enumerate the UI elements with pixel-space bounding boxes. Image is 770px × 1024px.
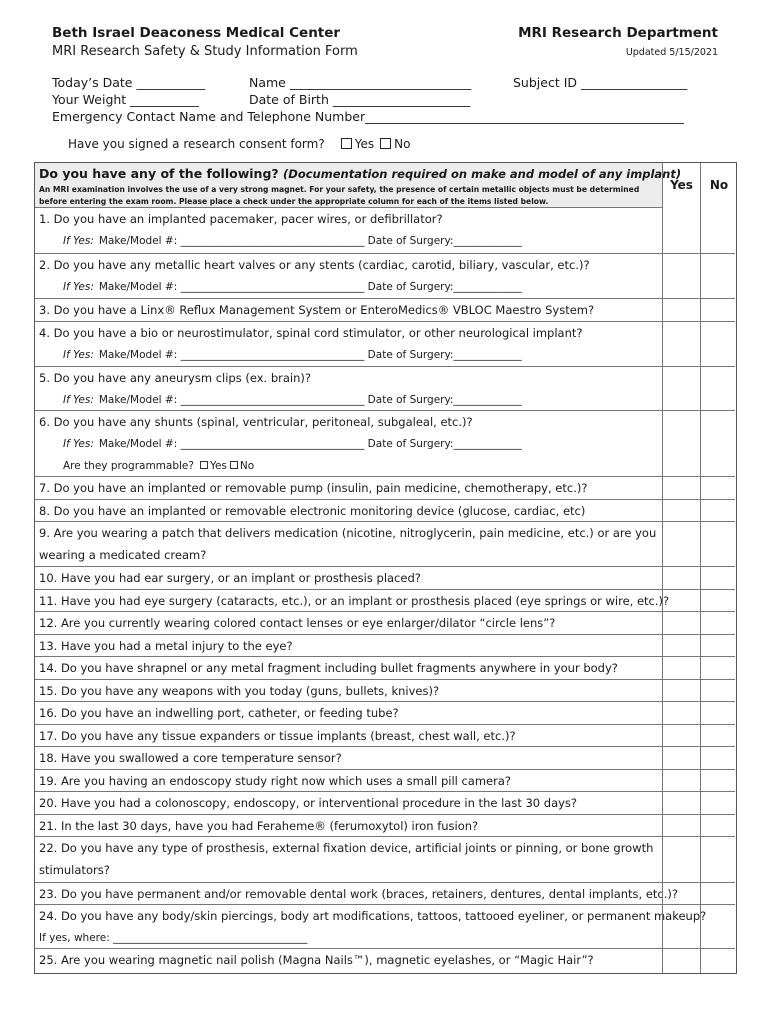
table-instructions: An MRI examination involves the use of a very strong magnet. For your safety, the presence of certain metallic objects must be determined before entering the exam room. Please place a check under the appropriate column for each of the items listed below. (39, 185, 640, 206)
question-text: 21. In the last 30 days, have you had Feraheme® (ferumoxytol) iron fusion? (39, 819, 479, 833)
if-yes-label: If Yes: (63, 235, 94, 247)
question-text-continued: wearing a medicated cream? (39, 548, 207, 562)
yes-column-header: Yes (662, 163, 700, 208)
no-column-header: No (700, 163, 737, 208)
consent-label: Have you signed a research consent form? (68, 137, 325, 151)
yes-check-cell[interactable] (662, 949, 700, 973)
make-model-line[interactable] (63, 436, 522, 452)
question-row-5 (35, 367, 735, 411)
question-text: 14. Do you have shrapnel or any metal fragment including bullet fragments anywhere in your body? (39, 661, 618, 675)
question-text-continued: stimulators? (39, 863, 110, 877)
question-text: 5. Do you have any aneurysm clips (ex. brain)? (39, 371, 311, 385)
question-text: 17. Do you have any tissue expanders or tissue implants (breast, chest wall, etc.)? (39, 729, 516, 743)
question-row-19 (35, 770, 735, 792)
yes-check-cell[interactable] (662, 254, 700, 298)
todays-date-field[interactable]: Today’s Date ___________ (52, 75, 206, 90)
no-check-cell[interactable] (700, 680, 735, 701)
programmable-line (63, 458, 254, 474)
question-row-16 (35, 702, 735, 725)
question-text: 12. Are you currently wearing colored contact lenses or eye enlarger/dilator “circle lens”? (39, 616, 556, 630)
question-text: 18. Have you swallowed a core temperature sensor? (39, 751, 342, 765)
yes-check-cell[interactable] (662, 522, 700, 566)
make-model-field[interactable]: Make/Model #: ___________________________________ Date of Surgery:_____________ (98, 281, 522, 293)
yes-check-cell[interactable] (662, 792, 700, 814)
yes-check-cell[interactable] (662, 883, 700, 904)
consent-question (68, 137, 410, 151)
make-model-line[interactable] (63, 233, 522, 249)
organization-name: Beth Israel Deaconess Medical Center (52, 25, 341, 41)
header-right (518, 25, 718, 58)
updated-date: Updated 5/15/2021 (625, 47, 718, 58)
make-model-field[interactable]: Make/Model #: ___________________________________ Date of Surgery:_____________ (98, 235, 522, 247)
question-row-1 (35, 208, 735, 254)
table-title (39, 166, 681, 181)
no-check-cell[interactable] (700, 747, 735, 769)
no-check-cell[interactable] (700, 411, 735, 476)
screening-table (34, 162, 737, 974)
no-check-cell[interactable] (700, 299, 735, 321)
question-text: 7. Do you have an implanted or removable pump (insulin, pain medicine, chemotherapy, etc.)? (39, 481, 588, 495)
form-title: MRI Research Safety & Study Information Form (52, 44, 358, 59)
no-check-cell[interactable] (700, 367, 735, 410)
question-text: 13. Have you had a metal injury to the eye? (39, 639, 293, 653)
no-check-cell[interactable] (700, 500, 735, 521)
question-row-9 (35, 522, 735, 567)
make-model-line[interactable] (63, 347, 522, 363)
make-model-field[interactable]: Make/Model #: ___________________________________ Date of Surgery:_____________ (98, 438, 522, 450)
no-check-cell[interactable] (700, 590, 735, 611)
programmable-label: Are they programmable? (63, 460, 194, 472)
question-row-22 (35, 837, 735, 883)
question-text: 24. Do you have any body/skin piercings, body art modifications, tattoos, tattooed eyeliner, or permanent makeup? (39, 909, 707, 923)
question-text: 9. Are you wearing a patch that delivers medication (nicotine, nitroglycerin, pain medicine, etc.) or are you (39, 526, 657, 540)
question-text: 8. Do you have an implanted or removable electronic monitoring device (glucose, cardiac, etc) (39, 504, 586, 518)
no-check-cell[interactable] (700, 815, 735, 836)
emergency-contact-field[interactable]: Emergency Contact Name and Telephone Number___________________________________________________ (52, 109, 684, 124)
no-check-cell[interactable] (700, 905, 735, 948)
if-yes-where-field[interactable]: If yes, where: _____________________________________ (39, 932, 308, 944)
if-yes-label: If Yes: (63, 394, 94, 406)
programmable-yes-checkbox[interactable] (200, 461, 208, 469)
programmable-no-checkbox[interactable] (230, 461, 238, 469)
yes-check-cell[interactable] (662, 770, 700, 791)
dob-field[interactable]: Date of Birth ______________________ (249, 92, 471, 107)
question-row-12 (35, 612, 735, 635)
if-yes-label: If Yes: (63, 281, 94, 293)
yes-check-cell[interactable] (662, 702, 700, 724)
yes-check-cell[interactable] (662, 567, 700, 589)
question-text: 19. Are you having an endoscopy study right now which uses a small pill camera? (39, 774, 512, 788)
weight-field[interactable]: Your Weight ___________ (52, 92, 199, 107)
no-check-cell[interactable] (700, 949, 735, 973)
question-row-18 (35, 747, 735, 770)
question-text: 25. Are you wearing magnetic nail polish (Magna Nails™), magnetic eyelashes, or “Magic Hair”? (39, 953, 594, 967)
yes-check-cell[interactable] (662, 477, 700, 499)
question-row-14 (35, 657, 735, 680)
make-model-field[interactable]: Make/Model #: ___________________________________ Date of Surgery:_____________ (98, 394, 522, 406)
department-name: MRI Research Department (518, 25, 718, 41)
question-text: 4. Do you have a bio or neurostimulator, spinal cord stimulator, or other neurological implant? (39, 326, 583, 340)
yes-check-cell[interactable] (662, 725, 700, 746)
question-row-8 (35, 500, 735, 522)
question-row-17 (35, 725, 735, 747)
question-row-11 (35, 590, 735, 612)
if-yes-label: If Yes: (63, 438, 94, 450)
question-row-13 (35, 635, 735, 657)
question-row-15 (35, 680, 735, 702)
question-text: 23. Do you have permanent and/or removable dental work (braces, retainers, dentures, dental implants, etc.)? (39, 887, 679, 901)
consent-yes-label: Yes (354, 137, 375, 151)
yes-check-cell[interactable] (662, 657, 700, 679)
subject-id-field[interactable]: Subject ID _________________ (513, 75, 688, 90)
question-text: 11. Have you had eye surgery (cataracts, etc.), or an implant or prosthesis placed (eye springs or wire, etc.)? (39, 594, 670, 608)
no-check-cell[interactable] (700, 770, 735, 791)
question-text: 10. Have you had ear surgery, or an implant or prosthesis placed? (39, 571, 421, 585)
yes-check-cell[interactable] (662, 635, 700, 656)
no-check-cell[interactable] (700, 792, 735, 814)
yes-check-cell[interactable] (662, 500, 700, 521)
question-row-24 (35, 905, 735, 949)
no-check-cell[interactable] (700, 208, 735, 253)
question-text: 15. Do you have any weapons with you today (guns, bullets, knives)? (39, 684, 440, 698)
table-title-note: (Documentation required on make and model of any implant) (283, 167, 682, 181)
programmable-yes-label: Yes (209, 460, 227, 472)
no-check-cell[interactable] (700, 702, 735, 724)
programmable-no-label: No (239, 460, 255, 472)
yes-check-cell[interactable] (662, 590, 700, 611)
yes-check-cell[interactable] (662, 208, 700, 253)
no-check-cell[interactable] (700, 254, 735, 298)
question-text: 16. Do you have an indwelling port, catheter, or feeding tube? (39, 706, 399, 720)
yes-check-cell[interactable] (662, 905, 700, 948)
question-row-2 (35, 254, 735, 299)
yes-check-cell[interactable] (662, 612, 700, 634)
no-check-cell[interactable] (700, 635, 735, 656)
yes-check-cell[interactable] (662, 411, 700, 476)
no-check-cell[interactable] (700, 322, 735, 366)
question-row-3 (35, 299, 735, 322)
question-row-21 (35, 815, 735, 837)
question-row-20 (35, 792, 735, 815)
no-check-cell[interactable] (700, 725, 735, 746)
question-text: 22. Do you have any type of prosthesis, external fixation device, artificial joints or pinning, or bone growth (39, 841, 654, 855)
yes-check-cell[interactable] (662, 680, 700, 701)
name-field[interactable]: Name _____________________________ (249, 75, 472, 90)
question-text: 3. Do you have a Linx® Reflux Management System or EnteroMedics® VBLOC Maestro System? (39, 303, 595, 317)
yes-check-cell[interactable] (662, 367, 700, 410)
no-check-cell[interactable] (700, 567, 735, 589)
no-check-cell[interactable] (700, 837, 735, 882)
no-check-cell[interactable] (700, 477, 735, 499)
no-check-cell[interactable] (700, 522, 735, 566)
yes-check-cell[interactable] (662, 837, 700, 882)
question-text: 2. Do you have any metallic heart valves or any stents (cardiac, carotid, biliary, vascular, etc.)? (39, 258, 590, 272)
question-row-23 (35, 883, 735, 905)
question-text: 1. Do you have an implanted pacemaker, pacer wires, or defibrillator? (39, 212, 443, 226)
no-check-cell[interactable] (700, 657, 735, 679)
question-row-25 (35, 949, 735, 973)
yes-check-cell[interactable] (662, 815, 700, 836)
consent-no-label: No (394, 137, 411, 151)
yes-check-cell[interactable] (662, 299, 700, 321)
question-text: 20. Have you had a colonoscopy, endoscopy, or interventional procedure in the last 30 days? (39, 796, 578, 810)
yes-check-cell[interactable] (662, 322, 700, 366)
header-left (52, 25, 358, 60)
patient-fields (52, 74, 712, 125)
consent-yes-checkbox[interactable] (341, 138, 352, 149)
question-row-10 (35, 567, 735, 590)
question-text: 6. Do you have any shunts (spinal, ventricular, peritoneal, subgaleal, etc.)? (39, 415, 473, 429)
question-row-6 (35, 411, 735, 477)
yes-check-cell[interactable] (662, 747, 700, 769)
if-yes-label: If Yes: (63, 349, 94, 361)
no-check-cell[interactable] (700, 612, 735, 634)
make-model-line[interactable] (63, 392, 522, 408)
consent-no-checkbox[interactable] (380, 138, 391, 149)
make-model-field[interactable]: Make/Model #: ___________________________________ Date of Surgery:_____________ (98, 349, 522, 361)
no-check-cell[interactable] (700, 883, 735, 904)
question-row-4 (35, 322, 735, 367)
table-title-text: Do you have any of the following? (39, 166, 279, 181)
make-model-line[interactable] (63, 279, 522, 295)
question-row-7 (35, 477, 735, 500)
